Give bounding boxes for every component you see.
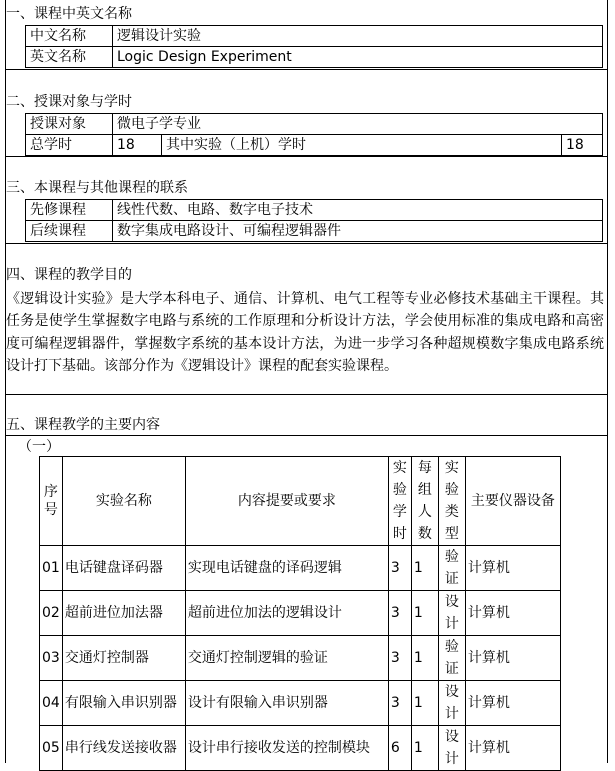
- cell-equip: 计算机: [465, 636, 560, 681]
- followup-label: 后续课程: [26, 221, 113, 242]
- cell-hours: 3: [388, 681, 411, 726]
- section-4-title: 四、课程的教学目的: [6, 267, 132, 283]
- followup-value: 数字集成电路设计、可编程逻辑器件: [113, 221, 603, 242]
- lab-hours-label: 其中实验（上机）学时: [162, 135, 562, 156]
- audience-table: [25, 113, 603, 156]
- cell-req: 交通灯控制逻辑的验证: [185, 636, 388, 681]
- lab-hours-value: 18: [562, 135, 603, 156]
- hours-label: 总学时: [26, 135, 113, 156]
- cell-no: 05: [40, 726, 63, 771]
- cell-equip: 计算机: [465, 591, 560, 636]
- table-row: [40, 546, 561, 591]
- prereq-label: 先修课程: [26, 200, 113, 221]
- cell-name: 交通灯控制器: [62, 636, 185, 681]
- cell-group: 1: [411, 681, 438, 726]
- table-row: [26, 47, 603, 68]
- section-3-title: 三、本课程与其他课程的联系: [6, 180, 188, 196]
- col-header-name: 实验名称: [62, 457, 185, 546]
- cell-name: 超前进位加法器: [62, 591, 185, 636]
- cell-type: 验证: [438, 546, 465, 591]
- col-header-group: 每组人数: [411, 457, 438, 546]
- cell-type: 设计: [438, 681, 465, 726]
- table-row: [26, 135, 603, 156]
- cn-name-value: 逻辑设计实验: [113, 26, 603, 47]
- subsection-label: （一）: [18, 439, 60, 455]
- course-document: [5, 0, 608, 767]
- divider: [6, 435, 607, 436]
- target-value: 微电子学专业: [113, 114, 603, 135]
- table-row: [40, 726, 561, 771]
- names-table: [25, 25, 603, 68]
- hours-value: 18: [113, 135, 162, 156]
- cell-no: 02: [40, 591, 63, 636]
- cell-req: 设计有限输入串识别器: [185, 681, 388, 726]
- section-2-title: 二、授课对象与学时: [6, 94, 132, 110]
- table-row: [40, 636, 561, 681]
- cell-name: 串行线发送接收器: [62, 726, 185, 771]
- cell-group: 1: [411, 636, 438, 681]
- table-row: [40, 681, 561, 726]
- divider: [6, 69, 607, 70]
- table-row: [26, 221, 603, 242]
- cell-name: 有限输入串识别器: [62, 681, 185, 726]
- col-header-hours: 实验学时: [388, 457, 411, 546]
- prereq-value: 线性代数、电路、数字电子技术: [113, 200, 603, 221]
- cell-hours: 3: [388, 591, 411, 636]
- cell-type: 设计: [438, 591, 465, 636]
- cell-req: 超前进位加法的逻辑设计: [185, 591, 388, 636]
- col-header-req: 内容提要或要求: [185, 457, 388, 546]
- col-header-no: 序号: [40, 457, 63, 546]
- cell-no: 04: [40, 681, 63, 726]
- cell-req: 设计串行接收发送的控制模块: [185, 726, 388, 771]
- divider: [6, 243, 607, 244]
- cell-no: 03: [40, 636, 63, 681]
- cell-name: 电话键盘译码器: [62, 546, 185, 591]
- cell-type: 设计: [438, 726, 465, 771]
- cell-equip: 计算机: [465, 726, 560, 771]
- cell-group: 1: [411, 591, 438, 636]
- cn-name-label: 中文名称: [26, 26, 113, 47]
- cell-hours: 3: [388, 636, 411, 681]
- cell-type: 验证: [438, 636, 465, 681]
- cell-group: 1: [411, 546, 438, 591]
- table-row: [26, 26, 603, 47]
- relations-table: [25, 199, 603, 242]
- col-header-type: 实验类型: [438, 457, 465, 546]
- table-row: [26, 200, 603, 221]
- table-row: [26, 114, 603, 135]
- en-name-value: Logic Design Experiment: [113, 47, 603, 68]
- cell-no: 01: [40, 546, 63, 591]
- cell-equip: 计算机: [465, 681, 560, 726]
- cell-req: 实现电话键盘的译码逻辑: [185, 546, 388, 591]
- col-header-equip: 主要仪器设备: [465, 457, 560, 546]
- cell-hours: 6: [388, 726, 411, 771]
- divider: [6, 394, 607, 395]
- divider: [6, 156, 607, 157]
- section-1-title: 一、课程中英文名称: [6, 6, 132, 22]
- target-label: 授课对象: [26, 114, 113, 135]
- cell-hours: 3: [388, 546, 411, 591]
- table-row: [40, 591, 561, 636]
- table-header-row: [40, 457, 561, 546]
- cell-group: 1: [411, 726, 438, 771]
- experiment-table: [39, 456, 561, 771]
- purpose-paragraph: 《逻辑设计实验》是大学本科电子、通信、计算机、电气工程等专业必修技术基础主干课程。其任务是使学生掌握数字电路与系统的工作原理和分析设计方法，学会使用标准的集成电路和高密度可编程逻辑器件，掌握数字系统的基本设计方法，为进一步学习各种超规模数字集成电路系统设计打下基础。该部分作为《逻辑设计》课程的配套实验课程。: [6, 291, 604, 374]
- cell-equip: 计算机: [465, 546, 560, 591]
- en-name-label: 英文名称: [26, 47, 113, 68]
- section-5-title: 五、课程教学的主要内容: [6, 417, 160, 433]
